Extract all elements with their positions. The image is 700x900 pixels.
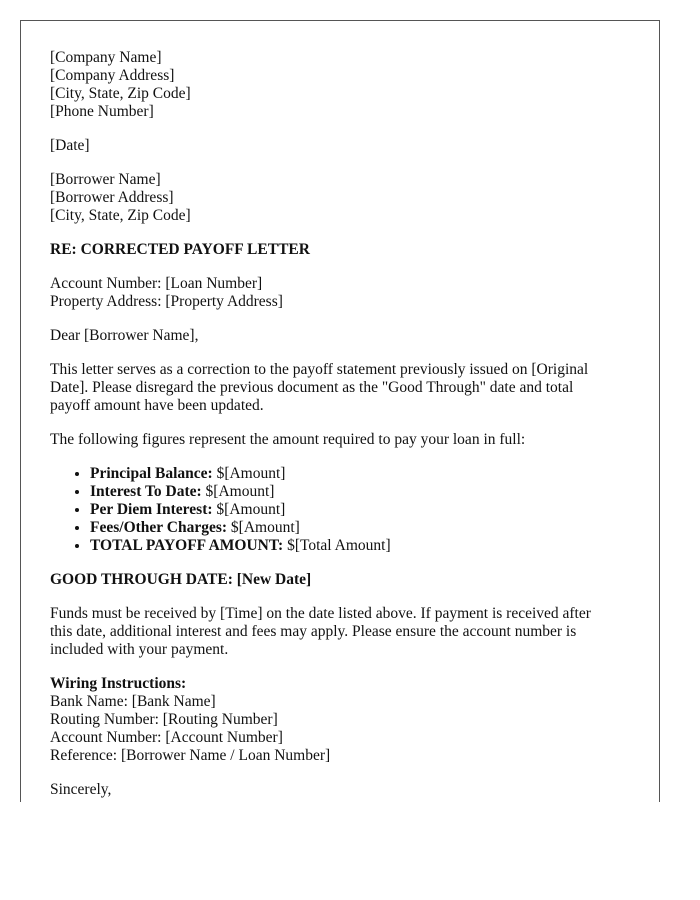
salutation: Dear [Borrower Name], <box>50 327 199 344</box>
payoff-item-value: $[Amount] <box>230 519 300 536</box>
property-address-label: Property Address: <box>50 293 162 310</box>
sender-block <box>50 49 610 121</box>
recipient-name: [Borrower Name] <box>50 171 161 188</box>
payoff-list <box>50 465 610 555</box>
account-number-line <box>50 275 610 293</box>
wiring-instructions <box>50 675 610 765</box>
payoff-item-label: TOTAL PAYOFF AMOUNT: <box>90 537 284 554</box>
list-item <box>90 537 610 555</box>
sender-company-name: [Company Name] <box>50 49 162 66</box>
account-number-value: [Loan Number] <box>165 275 263 292</box>
property-address-line <box>50 293 610 311</box>
account-block <box>50 275 610 311</box>
letter-page <box>20 20 660 802</box>
list-item <box>90 465 610 483</box>
wiring-heading: Wiring Instructions: <box>50 675 187 692</box>
sender-city-state-zip: [City, State, Zip Code] <box>50 85 191 102</box>
wiring-routing-number: Routing Number: [Routing Number] <box>50 711 278 728</box>
funds-paragraph: Funds must be received by [Time] on the date listed above. If payment is received after this date, additional interest and fees may apply. Please ensure the account number is included with your payment. <box>50 605 591 658</box>
payoff-item-value: $[Amount] <box>205 483 275 500</box>
sender-company-address: [Company Address] <box>50 67 175 84</box>
recipient-block <box>50 171 610 225</box>
payoff-item-value: $[Total Amount] <box>287 537 391 554</box>
letter-content <box>50 49 610 802</box>
payoff-item-label: Interest To Date: <box>90 483 202 500</box>
good-through-date: GOOD THROUGH DATE: [New Date] <box>50 571 312 588</box>
payoff-item-value: $[Amount] <box>216 501 286 518</box>
recipient-city-state-zip: [City, State, Zip Code] <box>50 207 191 224</box>
subject-line: RE: CORRECTED PAYOFF LETTER <box>50 241 310 258</box>
property-address-value: [Property Address] <box>165 293 283 310</box>
closing: Sincerely, <box>50 781 112 798</box>
wiring-reference: Reference: [Borrower Name / Loan Number] <box>50 747 331 764</box>
letter-date: [Date] <box>50 137 90 154</box>
payoff-item-label: Per Diem Interest: <box>90 501 213 518</box>
list-item <box>90 519 610 537</box>
list-item <box>90 483 610 501</box>
list-item <box>90 501 610 519</box>
wiring-bank-name: Bank Name: [Bank Name] <box>50 693 216 710</box>
recipient-address: [Borrower Address] <box>50 189 174 206</box>
figures-intro: The following figures represent the amount required to pay your loan in full: <box>50 431 526 448</box>
account-number-label: Account Number: <box>50 275 162 292</box>
intro-paragraph: This letter serves as a correction to the payoff statement previously issued on [Original Date]. Please disregard the previous document as the "Good Through" date and total payoff amount have been updated. <box>50 361 589 414</box>
sender-phone: [Phone Number] <box>50 103 154 120</box>
payoff-item-label: Fees/Other Charges: <box>90 519 228 536</box>
payoff-item-value: $[Amount] <box>216 465 286 482</box>
wiring-account-number: Account Number: [Account Number] <box>50 729 283 746</box>
payoff-item-label: Principal Balance: <box>90 465 213 482</box>
